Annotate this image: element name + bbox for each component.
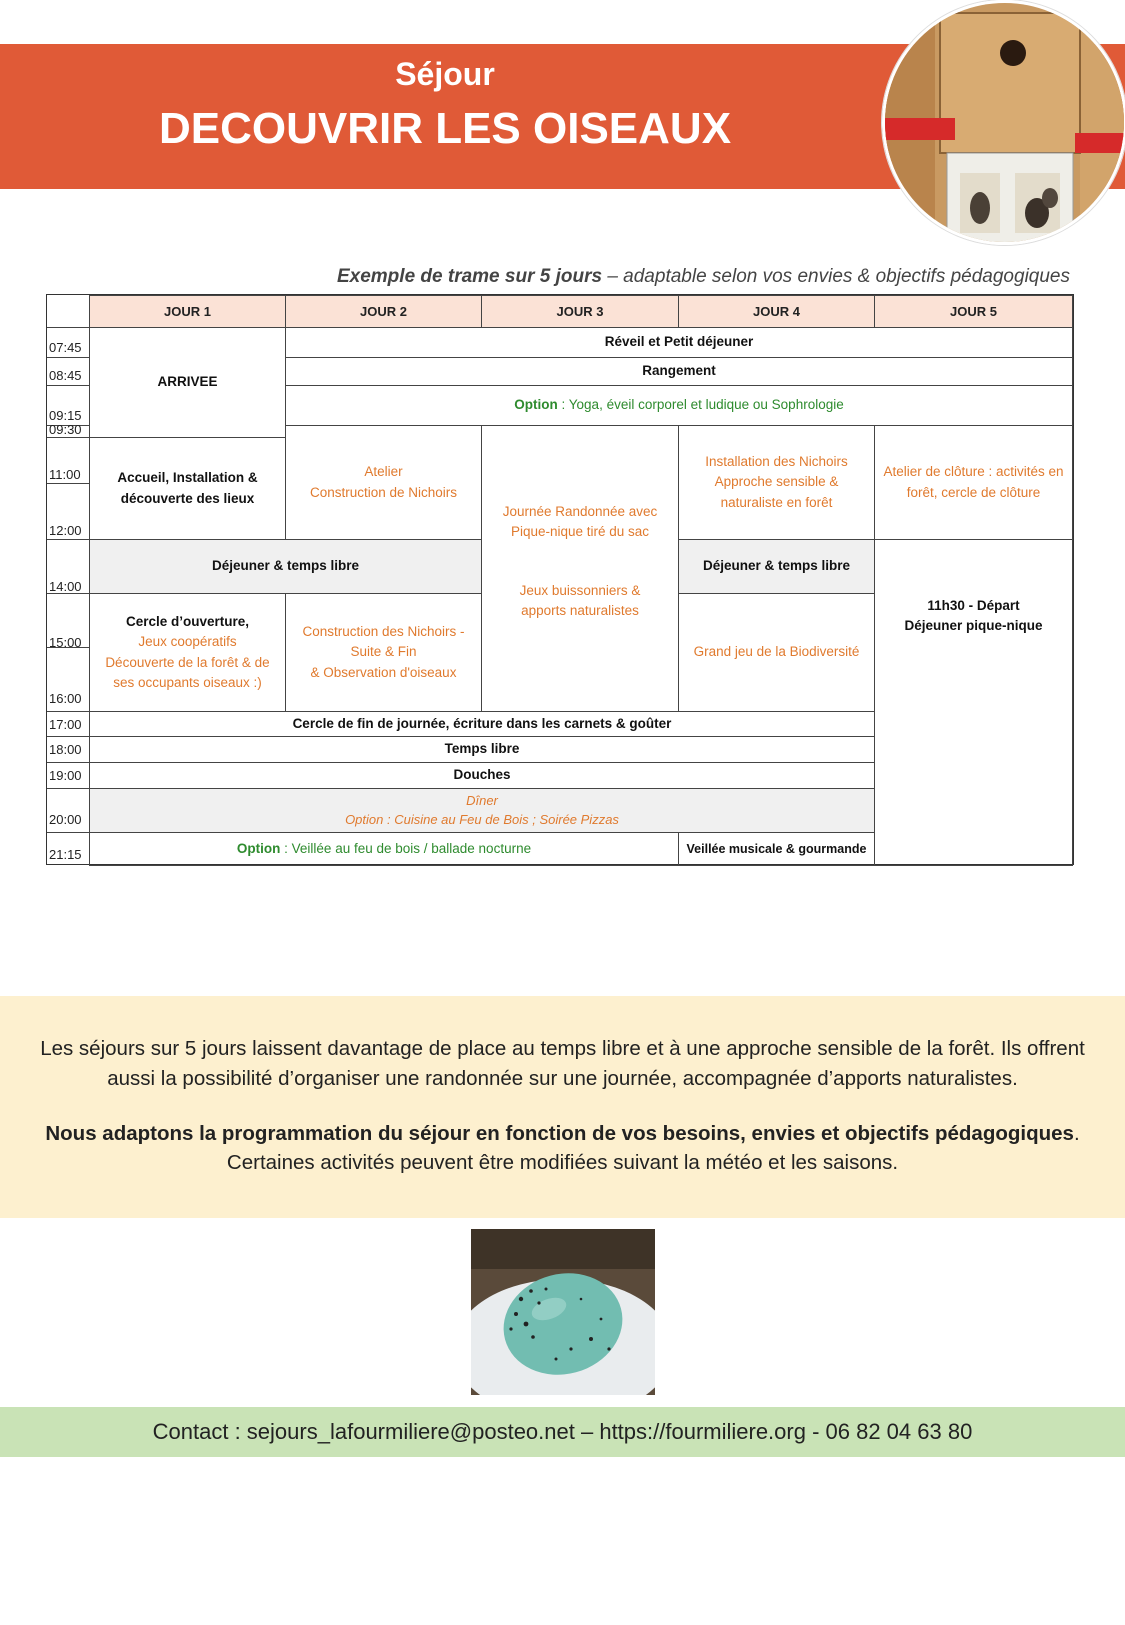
cell-depart bbox=[874, 539, 1073, 866]
info-paragraph-1: Les séjours sur 5 jours laissent davantage de place au temps libre et à une approche sensible de la forêt. Ils offrent aussi la possibilité d’organiser une randonnée sur une journée, accompagnée d’apports naturalistes. bbox=[40, 1037, 1085, 1090]
cell-atelier-nichoirs bbox=[285, 425, 482, 540]
time-label: 08:45 bbox=[49, 368, 82, 383]
cell-reveil: Réveil et Petit déjeuner bbox=[285, 327, 1073, 358]
banner-subtitle: Séjour bbox=[395, 56, 495, 92]
day-header-1: JOUR 1 bbox=[89, 295, 286, 328]
cell-rangement: Rangement bbox=[285, 357, 1073, 386]
time-divider bbox=[47, 385, 89, 386]
time-label: 12:00 bbox=[49, 523, 82, 538]
time-divider bbox=[47, 483, 89, 484]
cell-grand-jeu: Grand jeu de la Biodiversité bbox=[678, 593, 875, 712]
time-divider bbox=[47, 832, 89, 833]
contact-text[interactable]: Contact : sejours_lafourmiliere@posteo.net – https://fourmiliere.org - 06 82 04 63 80 bbox=[152, 1419, 973, 1444]
day-header-3: JOUR 3 bbox=[481, 295, 679, 328]
cercle-ouverture-text: Cercle d’ouverture, bbox=[125, 614, 250, 629]
cell-installation-nichoirs: Installation des Nichoirs Approche sensible & naturaliste en forêt bbox=[678, 425, 875, 540]
cell-temps-libre: Temps libre bbox=[89, 736, 875, 763]
time-label: 09:30 bbox=[49, 422, 82, 437]
info-paragraph-2 bbox=[30, 1119, 1095, 1149]
time-divider bbox=[47, 711, 89, 712]
cell-veillee: Veillée musicale & gourmande bbox=[678, 832, 875, 866]
time-label: 15:00 bbox=[49, 635, 82, 650]
cell-option-morning bbox=[285, 385, 1073, 426]
depart-line1: 11h30 - Départ bbox=[927, 598, 1020, 613]
depart-line2: Déjeuner pique-nique bbox=[904, 618, 1043, 634]
diner-text: Dîner bbox=[466, 793, 498, 809]
time-divider bbox=[47, 437, 89, 438]
time-label: 11:00 bbox=[49, 467, 81, 482]
info-paragraph-2-end: . bbox=[1073, 1122, 1080, 1145]
time-label: 14:00 bbox=[49, 579, 82, 594]
time-divider bbox=[47, 788, 89, 789]
observation-text: & Observation d'oiseaux bbox=[310, 664, 457, 680]
time-label: 19:00 bbox=[49, 768, 82, 783]
cell-randonnee bbox=[481, 425, 679, 712]
schedule-table bbox=[46, 294, 1074, 865]
option-label: Option bbox=[514, 397, 558, 413]
schedule-caption-rest: – adaptable selon vos envies & objectifs pédagogiques bbox=[602, 266, 1070, 287]
construction-suite-text: Construction des Nichoirs - Suite & Fin bbox=[302, 624, 465, 660]
schedule-caption bbox=[0, 266, 1070, 288]
option-morning-text: : Yoga, éveil corporel et ludique ou Sophrologie bbox=[557, 397, 844, 413]
cell-dejeuner-4: Déjeuner & temps libre bbox=[678, 539, 875, 594]
option-label-evening: Option bbox=[236, 840, 281, 856]
time-label: 16:00 bbox=[49, 691, 82, 706]
jeux-text: Jeux buissonniers & apports naturalistes bbox=[519, 582, 641, 618]
cell-douches: Douches bbox=[89, 762, 875, 789]
cell-atelier-cloture: Atelier de clôture : activités en forêt, cercle de clôture bbox=[874, 425, 1073, 540]
time-divider bbox=[47, 357, 89, 358]
birdhouse-illustration bbox=[885, 3, 1125, 245]
time-label: 20:00 bbox=[49, 812, 82, 827]
schedule-caption-bold: Exemple de trame sur 5 jours bbox=[336, 266, 603, 287]
time-divider bbox=[47, 327, 89, 328]
day-header-2: JOUR 2 bbox=[285, 295, 482, 328]
birdhouse-photo bbox=[882, 0, 1125, 245]
time-label: 07:45 bbox=[49, 340, 82, 355]
time-divider bbox=[47, 539, 89, 540]
info-paragraph-3: Certaines activités peuvent être modifiées suivant la météo et les saisons. bbox=[226, 1151, 899, 1174]
time-divider bbox=[47, 736, 89, 737]
cell-dejeuner-1-2: Déjeuner & temps libre bbox=[89, 539, 482, 594]
time-label: 21:15 bbox=[49, 847, 82, 862]
time-divider bbox=[47, 762, 89, 763]
atelier-line2: Construction de Nichoirs bbox=[309, 484, 458, 500]
contact-bar bbox=[0, 1407, 1125, 1457]
day-header-5: JOUR 5 bbox=[874, 295, 1073, 328]
jeux-coop-text: Jeux coopératifs bbox=[138, 634, 237, 650]
time-label: 17:00 bbox=[49, 717, 82, 732]
decouverte-foret-text: Découverte de la forêt & de ses occupants oiseaux :) bbox=[105, 654, 270, 690]
cell-option-evening bbox=[89, 832, 679, 866]
egg-photo bbox=[471, 1229, 655, 1395]
option-evening-text: : Veillée au feu de bois / ballade nocturne bbox=[280, 840, 532, 856]
egg-illustration bbox=[471, 1229, 655, 1395]
cell-cercle-fin: Cercle de fin de journée, écriture dans les carnets & goûter bbox=[89, 711, 875, 737]
cell-diner bbox=[89, 788, 875, 833]
day-header-4: JOUR 4 bbox=[678, 295, 875, 328]
cell-accueil: Accueil, Installation & découverte des lieux bbox=[89, 437, 286, 540]
diner-option-text: Option : Cuisine au Feu de Bois ; Soirée Pizzas bbox=[345, 811, 619, 827]
banner-title: DECOUVRIR LES OISEAUX bbox=[158, 104, 732, 153]
cell-construction-suite bbox=[285, 593, 482, 712]
time-label: 09:15 bbox=[49, 408, 82, 423]
cell-arrivee: ARRIVEE bbox=[89, 327, 286, 438]
randonnee-text: Journée Randonnée avec Pique-nique tiré du sac bbox=[502, 504, 658, 540]
info-paragraph-2-bold: Nous adaptons la programmation du séjour en fonction de vos besoins, envies et objectifs pédagogiques bbox=[45, 1122, 1074, 1145]
cell-cercle-ouverture bbox=[89, 593, 286, 712]
atelier-line1: Atelier bbox=[364, 464, 403, 480]
time-label: 18:00 bbox=[49, 742, 82, 757]
info-box bbox=[0, 996, 1125, 1218]
